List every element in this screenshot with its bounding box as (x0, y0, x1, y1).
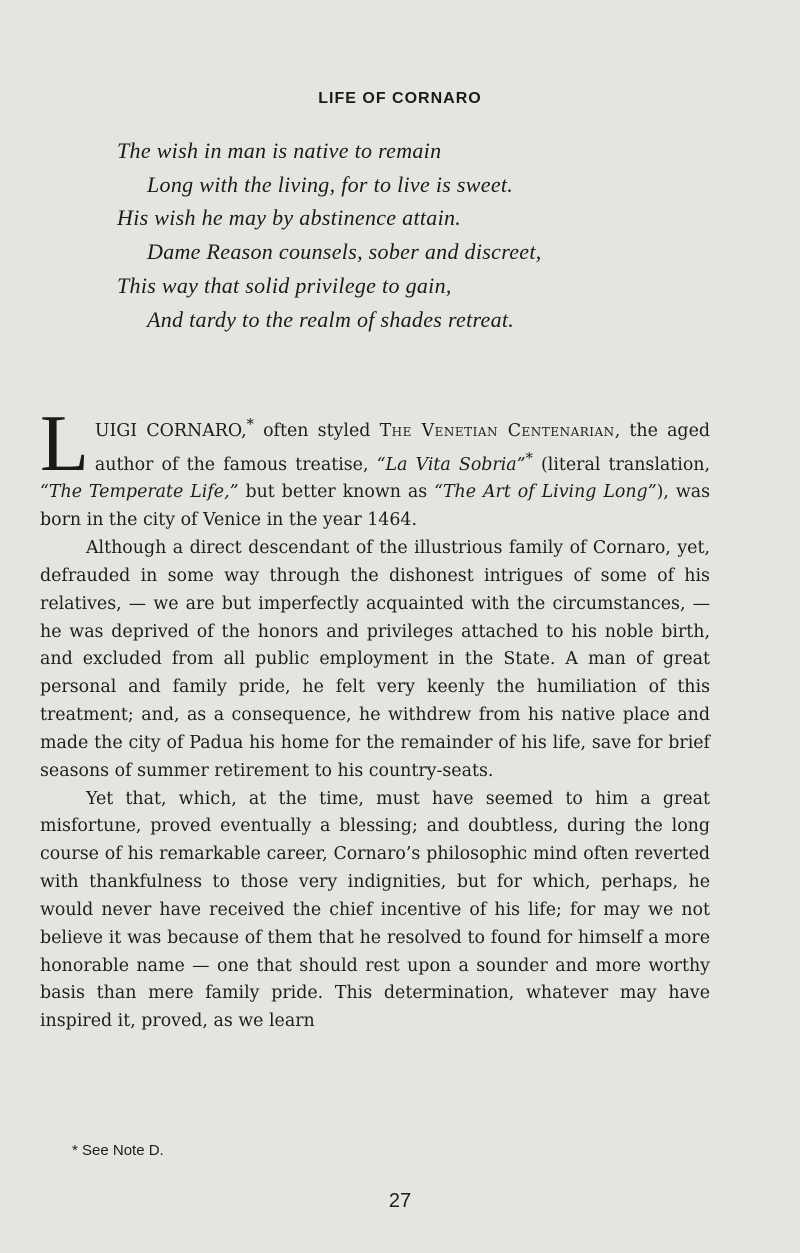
poem-line: The wish in man is native to remain (117, 138, 442, 163)
paragraph: Yet that, which, at the time, must have seemed to him a great misfortune, proved eventually a blessing; and doubtless, during the long course of his remarkable career, Cornaro’s philosophic mind often reverted with thankfulness to those very indignities, but for which, perhaps, he would never have received the chief incentive of his life; for may we not believe it was because of them that he resolved to found for himself a more honorable name — one that should rest upon a sounder and more worthy basis than mere family pride. This determination, whatever may have inspired it, proved, as we learn (40, 788, 710, 1032)
footnote-marker: * (246, 417, 254, 433)
poem-line: This way that solid privilege to gain, (117, 273, 452, 298)
treatise-title: “La Vita Sobria” (376, 454, 526, 475)
text-run: but better known as (238, 482, 435, 503)
poem-line: Dame Reason counsels, sober and discreet, (147, 239, 542, 264)
running-head: LIFE OF CORNARO (318, 90, 482, 107)
poem-line: His wish he may by abstinence attain. (117, 205, 462, 230)
footnote-marker: * (525, 450, 533, 467)
poem-line: Long with the living, for to live is sweet. (147, 172, 514, 197)
footnote: * See Note D. (72, 1142, 164, 1159)
text-run: , the aged author of the famous treatise, (94, 420, 710, 475)
paragraph-opening (40, 400, 711, 535)
poem-line: And tardy to the realm of shades retreat. (147, 307, 515, 332)
text-run: (literal translation, (532, 454, 711, 475)
body-text (40, 400, 711, 1036)
subject-name: UIGI CORNARO, (94, 420, 247, 441)
drop-cap: L (40, 400, 89, 488)
translation-title: “The Temperate Life,” (40, 482, 239, 503)
text-run: often styled (253, 420, 380, 441)
page-number: 27 (388, 1190, 412, 1212)
text-run: ), was born in the city of Venice in the year 1464. (40, 482, 711, 531)
paragraph: Although a direct descendant of the illustrious family of Cornaro, yet, defrauded in some way through the dishonest intrigues of some of his relatives, — we are but imperfectly acquainted with the circumstances, — he was deprived of the honors and privileges attached to his noble birth, and excluded from all public employment in the State. A man of great personal and family pride, he felt very keenly the humiliation of this treatment; and, as a consequence, he withdrew from his native place and made the city of Padua his home for the remainder of his life, save for brief seasons of summer retirement to his country-seats. (40, 537, 710, 781)
epithet: The Venetian Centenarian (379, 420, 615, 441)
known-title: “The Art of Living Long” (434, 482, 657, 503)
